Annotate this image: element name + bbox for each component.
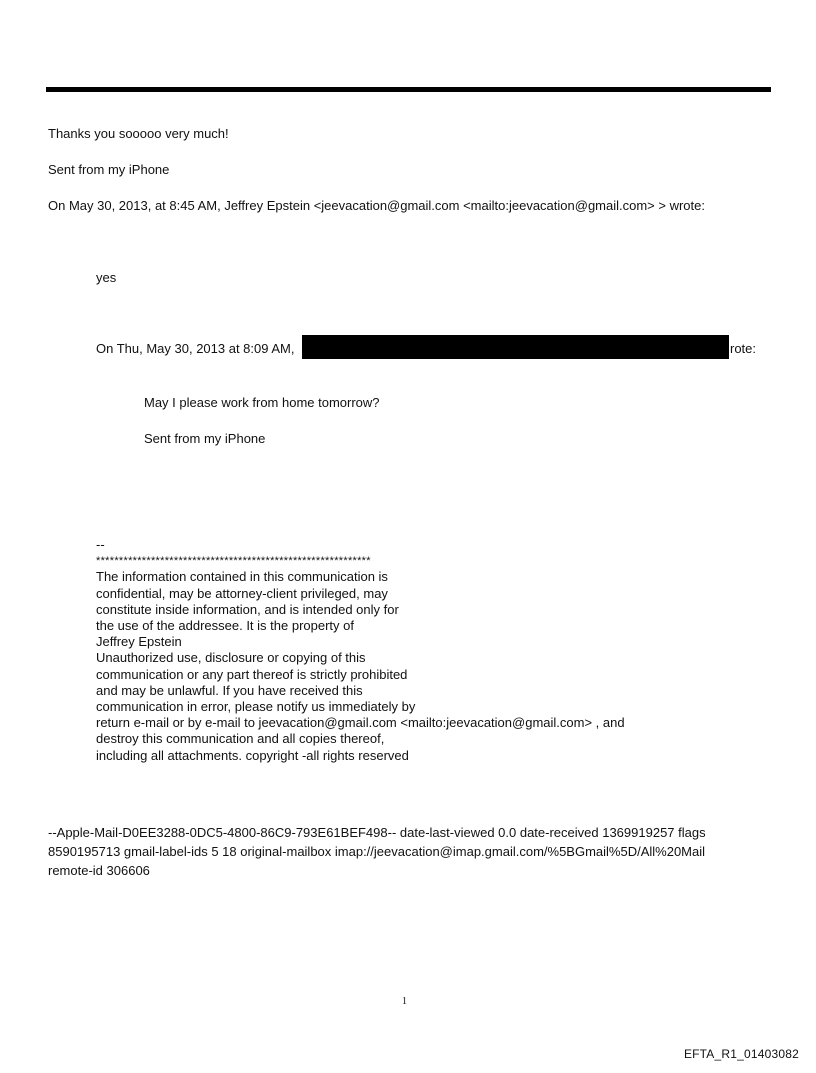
disclaimer-line: including all attachments. copyright -all rights reserved	[96, 747, 409, 763]
metadata-line: --Apple-Mail-D0EE3288-0DC5-4800-86C9-793E61BEF498-- date-last-viewed 0.0 date-received 1369919257 flags	[48, 825, 706, 840]
disclaimer-stars: ************************************************************	[96, 555, 371, 568]
disclaimer-block	[96, 537, 625, 764]
bates-number: EFTA_R1_01403082	[683, 1047, 799, 1061]
original-message: May I please work from home tomorrow?	[144, 395, 380, 410]
original-signature: Sent from my iPhone	[144, 431, 266, 446]
disclaimer-line: constitute inside information, and is intended only for	[96, 601, 399, 617]
redaction-box	[302, 335, 729, 359]
disclaimer-line: communication or any part thereof is strictly prohibited	[96, 666, 408, 682]
disclaimer-line: Jeffrey Epstein	[96, 634, 182, 650]
quoted-reply: yes	[96, 270, 117, 285]
disclaimer-separator: --	[96, 537, 105, 552]
quote-header-2-suffix: rote:	[730, 341, 757, 356]
disclaimer-line: communication in error, please notify us immediately by	[96, 699, 416, 715]
disclaimer-line: Unauthorized use, disclosure or copying of this	[96, 650, 366, 666]
disclaimer-line: confidential, may be attorney-client privileged, may	[96, 585, 388, 601]
disclaimer-line: and may be unlawful. If you have received this	[96, 682, 363, 698]
quote-header-2-prefix: On Thu, May 30, 2013 at 8:09 AM,	[96, 341, 295, 356]
disclaimer-line: destroy this communication and all copies thereof,	[96, 731, 385, 747]
disclaimer-line: return e-mail or by e-mail to jeevacation@gmail.com <mailto:jeevacation@gmail.com> , and	[96, 715, 625, 731]
metadata-line: 8590195713 gmail-label-ids 5 18 original-mailbox imap://jeevacation@imap.gmail.com/%5BGmail%5D/All%20Mail	[48, 844, 706, 859]
mail-metadata	[48, 823, 706, 880]
quote-header-1: On May 30, 2013, at 8:45 AM, Jeffrey Epstein <jeevacation@gmail.com <mailto:jeevacation@gmail.com> > wrote:	[48, 198, 705, 213]
reply-text: Thanks you sooooo very much!	[48, 126, 229, 141]
disclaimer-line: the use of the addressee. It is the property of	[96, 618, 354, 634]
metadata-line: remote-id 306606	[48, 863, 150, 878]
disclaimer-line: The information contained in this communication is	[96, 569, 388, 585]
header-rule	[46, 87, 771, 92]
reply-signature: Sent from my iPhone	[48, 162, 170, 177]
page-number: 1	[402, 996, 407, 1007]
